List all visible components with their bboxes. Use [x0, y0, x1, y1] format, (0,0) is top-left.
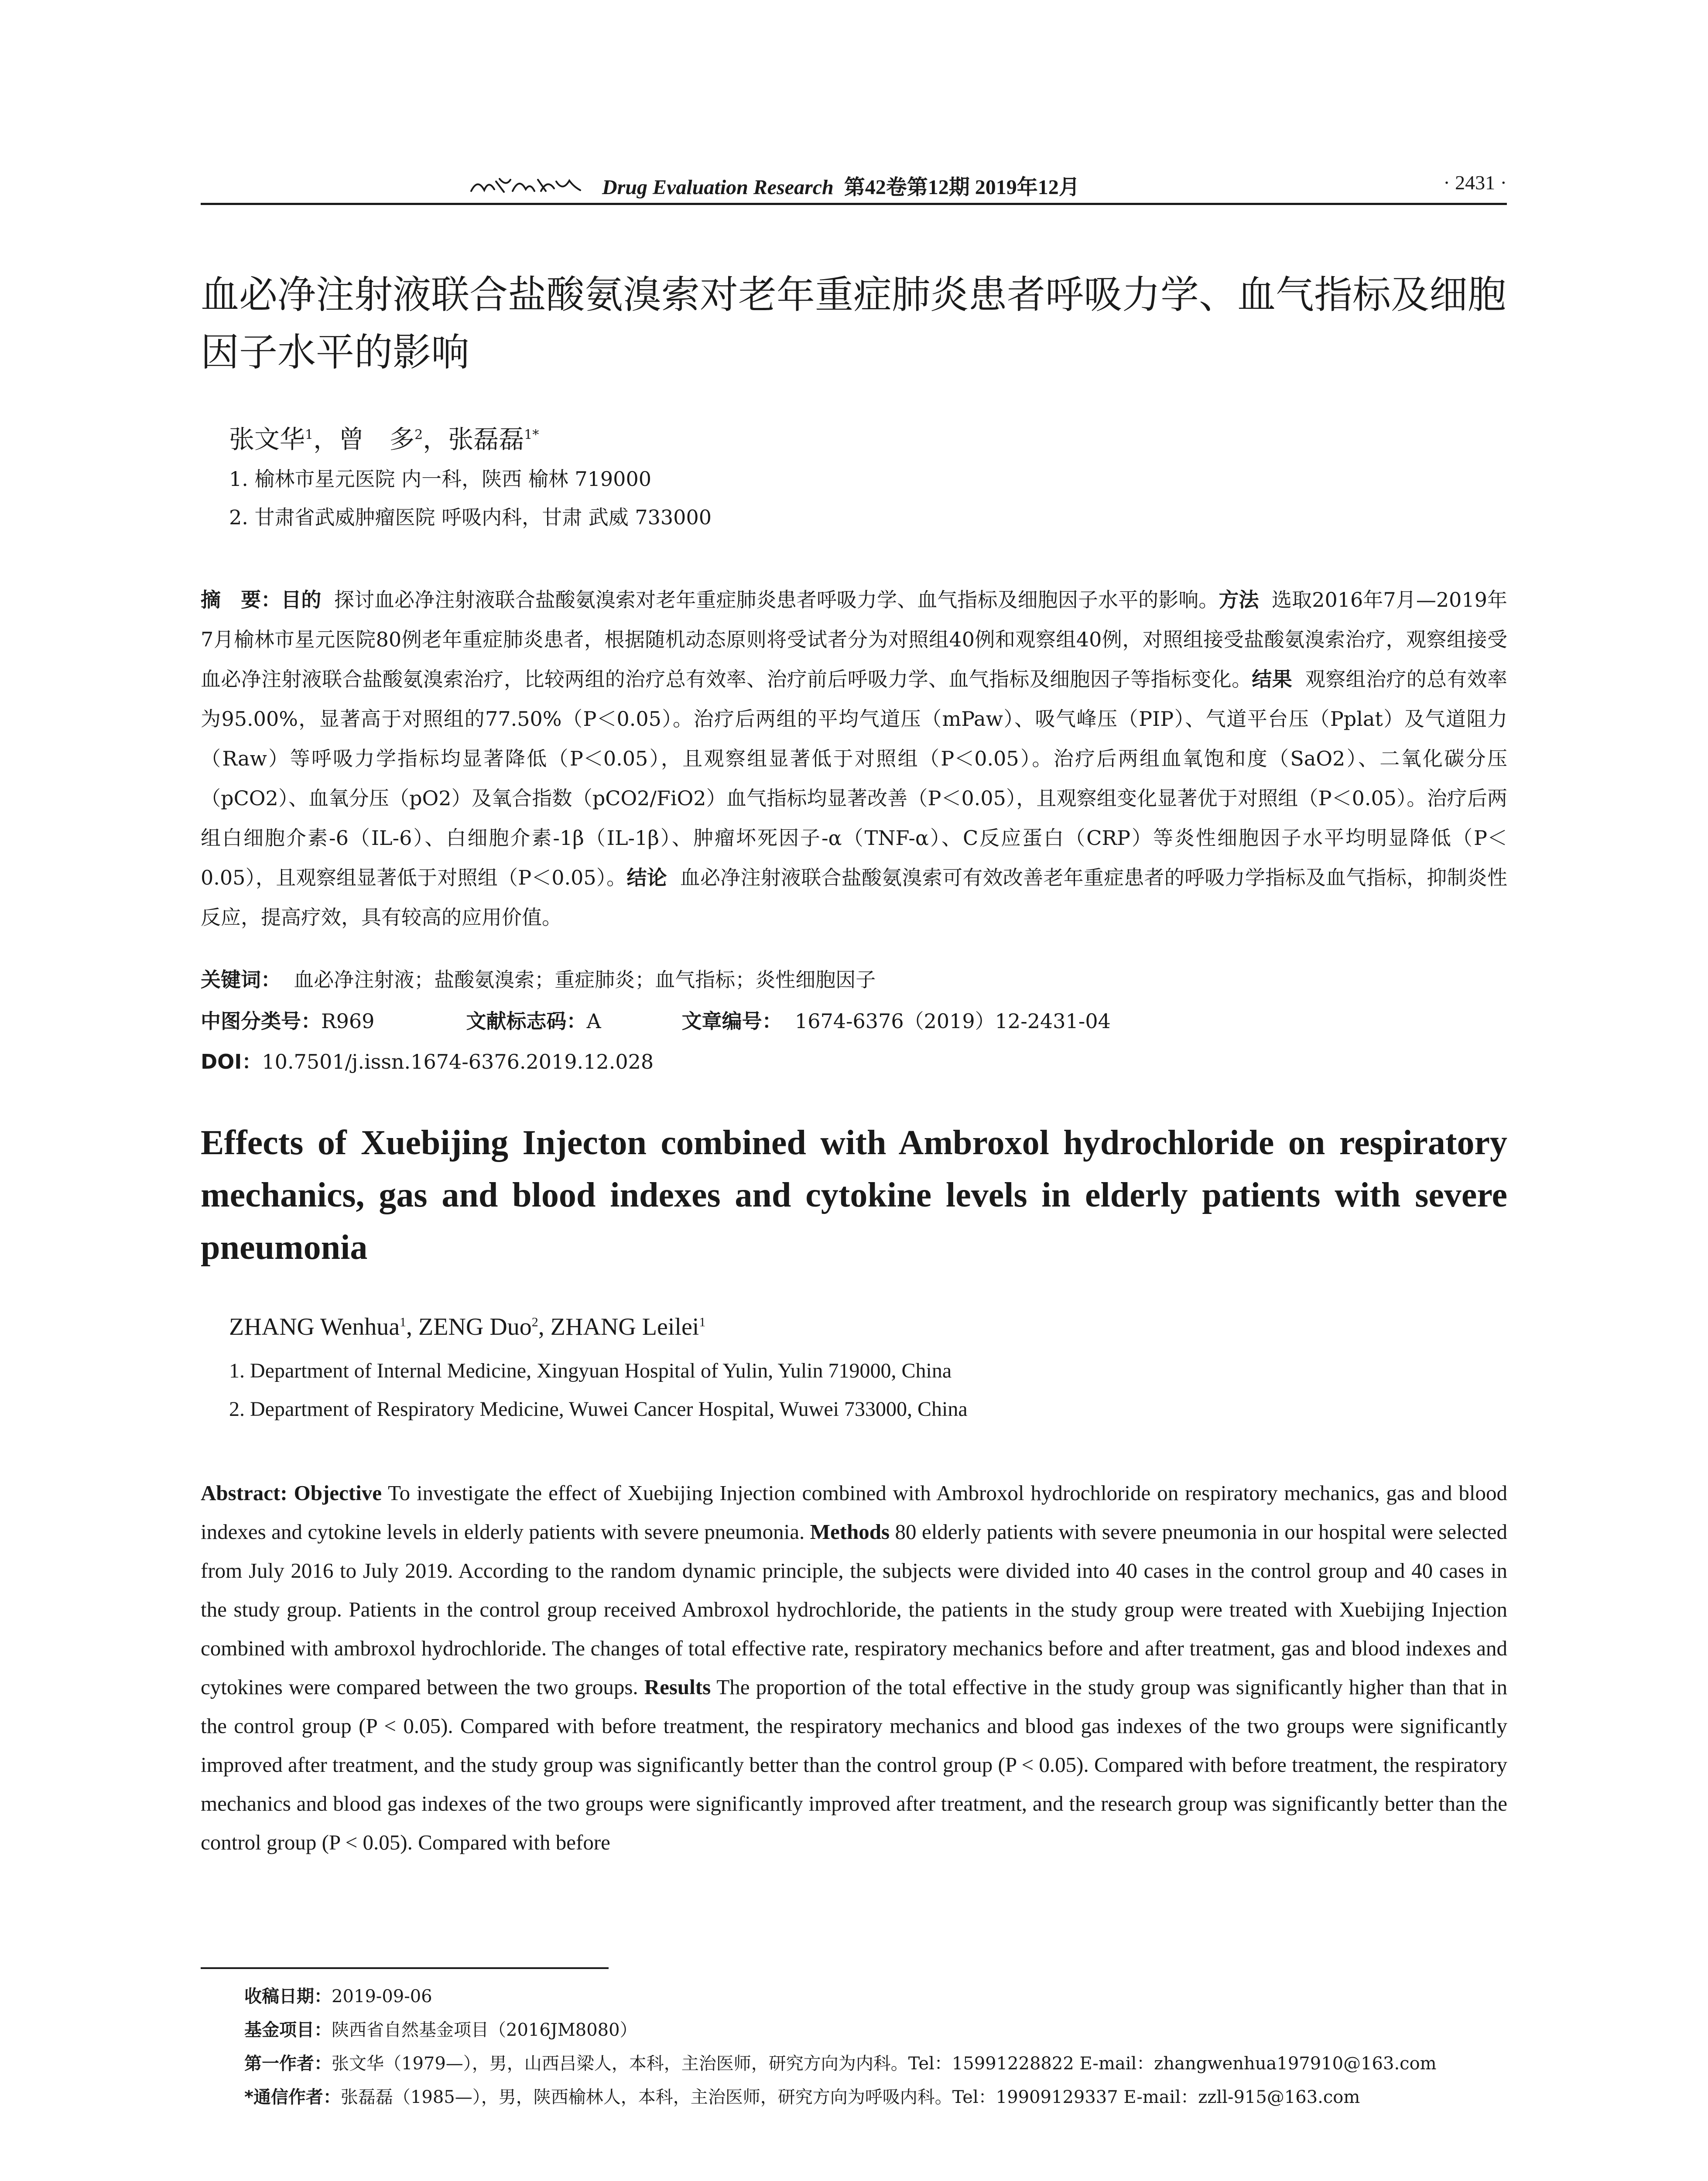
author-name: 曾 多 — [339, 424, 415, 454]
english-abstract — [201, 1473, 1507, 1862]
methods-text: 80 elderly patients with severe pneumonia in our hospital were selected from July 2016 to July 2019. According to the random dynamic principle, the subjects were divided into 40 cases in the control group and 40 cases in the study group. Patients in the control group received Ambroxol hydrochloride, the patients in the study group were treated with Xuebijing Injection combined with ambroxol hydrochloride. The changes of total effective rate, respiratory mechanics before and after treatment, gas and blood indexes and cytokines were compared between the two groups. — [201, 1520, 1508, 1699]
english-authors: ZHANG Wenhua$^1$, ZENG Duo$^2$, ZHANG Leilei$^1$ — [229, 1313, 706, 1340]
first-author-value: 张文华（1979—），男，山西吕梁人，本科，主治医师，研究方向为内科。Tel：15991228822 E-mail：zhangwenhua197910@163.com — [332, 2054, 1437, 2074]
author-sup: 2 — [531, 1315, 538, 1330]
footnote-corresponding — [244, 2083, 1360, 2108]
author-sup: 2 — [414, 427, 423, 443]
results-label: Results — [644, 1675, 711, 1699]
methods-label: 方法 — [1219, 588, 1259, 612]
results-label: 结果 — [1252, 667, 1293, 691]
objective-text: 探讨血必净注射液联合盐酸氨溴索对老年重症肺炎患者呼吸力学、血气指标及细胞因子水平的影响。 — [334, 588, 1219, 612]
methods-text: 选取2016年7月—2019年7月榆林市星元医院80例老年重症肺炎患者，根据随机动态原则将受试者分为对照组40例和观察组40例，对照组接受盐酸氨溴索治疗，观察组接受血必净注射液联合盐酸氨溴索治疗，比较两组的治疗总有效率、治疗前后呼吸力学、血气指标及细胞因子等指标变化。 — [201, 588, 1508, 691]
english-affiliation-1: 1. Department of Internal Medicine, Xingyuan Hospital of Yulin, Yulin 719000, China — [229, 1359, 952, 1382]
author-name: 张文华 — [229, 424, 305, 454]
author-name: ZHANG Wenhua — [229, 1313, 400, 1340]
corresponding-label: *通信作者： — [244, 2087, 341, 2107]
conclusion-text: 血必净注射液联合盐酸氨溴索可有效改善老年重症患者的呼吸力学指标及血气指标，抑制炎性反应，提高疗效，具有较高的应用价值。 — [201, 866, 1508, 929]
conclusion-label: 结论 — [626, 866, 667, 889]
author-name: 张磊磊 — [448, 424, 524, 454]
corresponding-value: 张磊磊（1985—），男，陕西榆林人，本科，主治医师，研究方向为呼吸内科。Tel：19909129337 E-mail：zzll-915@163.com — [340, 2087, 1360, 2107]
doi-label: DOI： — [201, 1050, 262, 1073]
chinese-affiliation-2: 2. 甘肃省武威肿瘤医院 呼吸内科，甘肃 武威 733000 — [229, 506, 712, 529]
objective-label: 目的 — [281, 588, 322, 612]
chinese-abstract — [201, 580, 1507, 937]
english-title: Effects of Xuebijing Injecton combined with Ambroxol hydrochloride on respiratory mechanics, gas and blood indexes and cytokine levels in elderly patients with severe pneumonia — [201, 1124, 1507, 1267]
article-label: 文章编号： — [681, 1009, 782, 1033]
author-sup: 1* — [524, 427, 539, 443]
issue-info: 第42卷第12期 2019年12月 — [844, 176, 1080, 199]
classification-line — [201, 1005, 1111, 1034]
objective-label: Objective — [294, 1481, 382, 1505]
keywords-label: 关键词： — [201, 968, 281, 991]
fund-value: 陕西省自然基金项目（2016JM8080） — [332, 2020, 637, 2040]
running-header — [201, 170, 1507, 201]
abstract-label: Abstract: — [201, 1481, 288, 1505]
first-author-label: 第一作者： — [244, 2054, 332, 2074]
footnote-received — [244, 1983, 432, 2007]
received-label: 收稿日期： — [244, 1986, 332, 2007]
header-rule — [201, 203, 1507, 205]
received-value: 2019-09-06 — [332, 1986, 432, 2007]
results-text: The proportion of the total effective in the study group was significantly higher than that in the control group (P < 0.05). Compared with before treatment, the respiratory mechanics and blood gas indexes of the two groups were significantly improved after treatment, and the study group was significantly better than the control group (P < 0.05). Compared with before treatment, the respiratory mechanics and blood gas indexes of the two groups were significantly improved after treatment, and the research group was significantly better than the control group (P < 0.05). Compared with before — [201, 1675, 1508, 1854]
footnote-fund — [244, 2016, 637, 2041]
doc-value: A — [586, 1009, 601, 1033]
methods-label: Methods — [810, 1520, 890, 1544]
footnote-first-author — [244, 2050, 1437, 2075]
chinese-authors: 张文华$^1$，曾 多$^2$，张磊磊$^{1*}$ — [229, 424, 539, 454]
page-number: · 2431 · — [1443, 171, 1507, 194]
author-sup: 1 — [305, 427, 314, 443]
footnote-rule — [201, 1967, 609, 1969]
author-sup: 1 — [699, 1315, 706, 1330]
doi-line — [201, 1046, 654, 1075]
keywords-text: 血必净注射液；盐酸氨溴索；重症肺炎；血气指标；炎性细胞因子 — [294, 968, 876, 991]
english-affiliation-2: 2. Department of Respiratory Medicine, Wuwei Cancer Hospital, Wuwei 733000, China — [229, 1398, 968, 1421]
fund-label: 基金项目： — [244, 2020, 332, 2040]
journal-info — [602, 170, 1080, 200]
clc-value: R969 — [321, 1009, 375, 1033]
journal-name: Drug Evaluation Research — [602, 176, 834, 199]
results-text: 观察组治疗的总有效率为95.00%，显著高于对照组的77.50%（P＜0.05）。治疗后两组的平均气道压（mPaw）、吸气峰压（PIP）、气道平台压（Pplat）及气道阻力（Raw）等呼吸力学指标均显著降低（P＜0.05），且观察组显著低于对照组（P＜0.05）。治疗后两组血氧饱和度（SaO2）、二氧化碳分压（pCO2）、血氧分压（pO2）及氧合指数（pCO2/FiO2）血气指标均显著改善（P＜0.05），且观察组变化显著优于对照组（P＜0.05）。治疗后两组白细胞介素-6（IL-6）、白细胞介素-1β（IL-1β）、肿瘤坏死因子-α（TNF-α）、C反应蛋白（CRP）等炎性细胞因子水平均明显降低（P＜0.05），且观察组显著低于对照组（P＜0.05）。 — [201, 667, 1508, 889]
author-name: ZHANG Leilei — [550, 1313, 699, 1340]
objective-text: To investigate the effect of Xuebijing Injection combined with Ambroxol hydrochloride on respiratory mechanics, gas and blood indexes and cytokine levels in elderly patients with severe pneumonia. — [201, 1481, 1508, 1544]
chinese-affiliation-1: 1. 榆林市星元医院 内一科，陕西 榆林 719000 — [229, 467, 651, 491]
journal-logo — [469, 174, 582, 196]
chinese-title: 血必净注射液联合盐酸氨溴索对老年重症肺炎患者呼吸力学、血气指标及细胞因子水平的影响 — [201, 272, 1506, 375]
abstract-label: 摘 要： — [201, 588, 281, 612]
doi-value: 10.7501/j.issn.1674-6376.2019.12.028 — [262, 1050, 654, 1073]
clc-label: 中图分类号： — [201, 1009, 321, 1033]
keywords-line — [201, 964, 876, 993]
doc-label: 文献标志码： — [466, 1009, 587, 1033]
author-name: ZENG Duo — [418, 1313, 532, 1340]
author-sup: 1 — [400, 1315, 407, 1330]
article-value: 1674-6376（2019）12-2431-04 — [794, 1009, 1111, 1033]
